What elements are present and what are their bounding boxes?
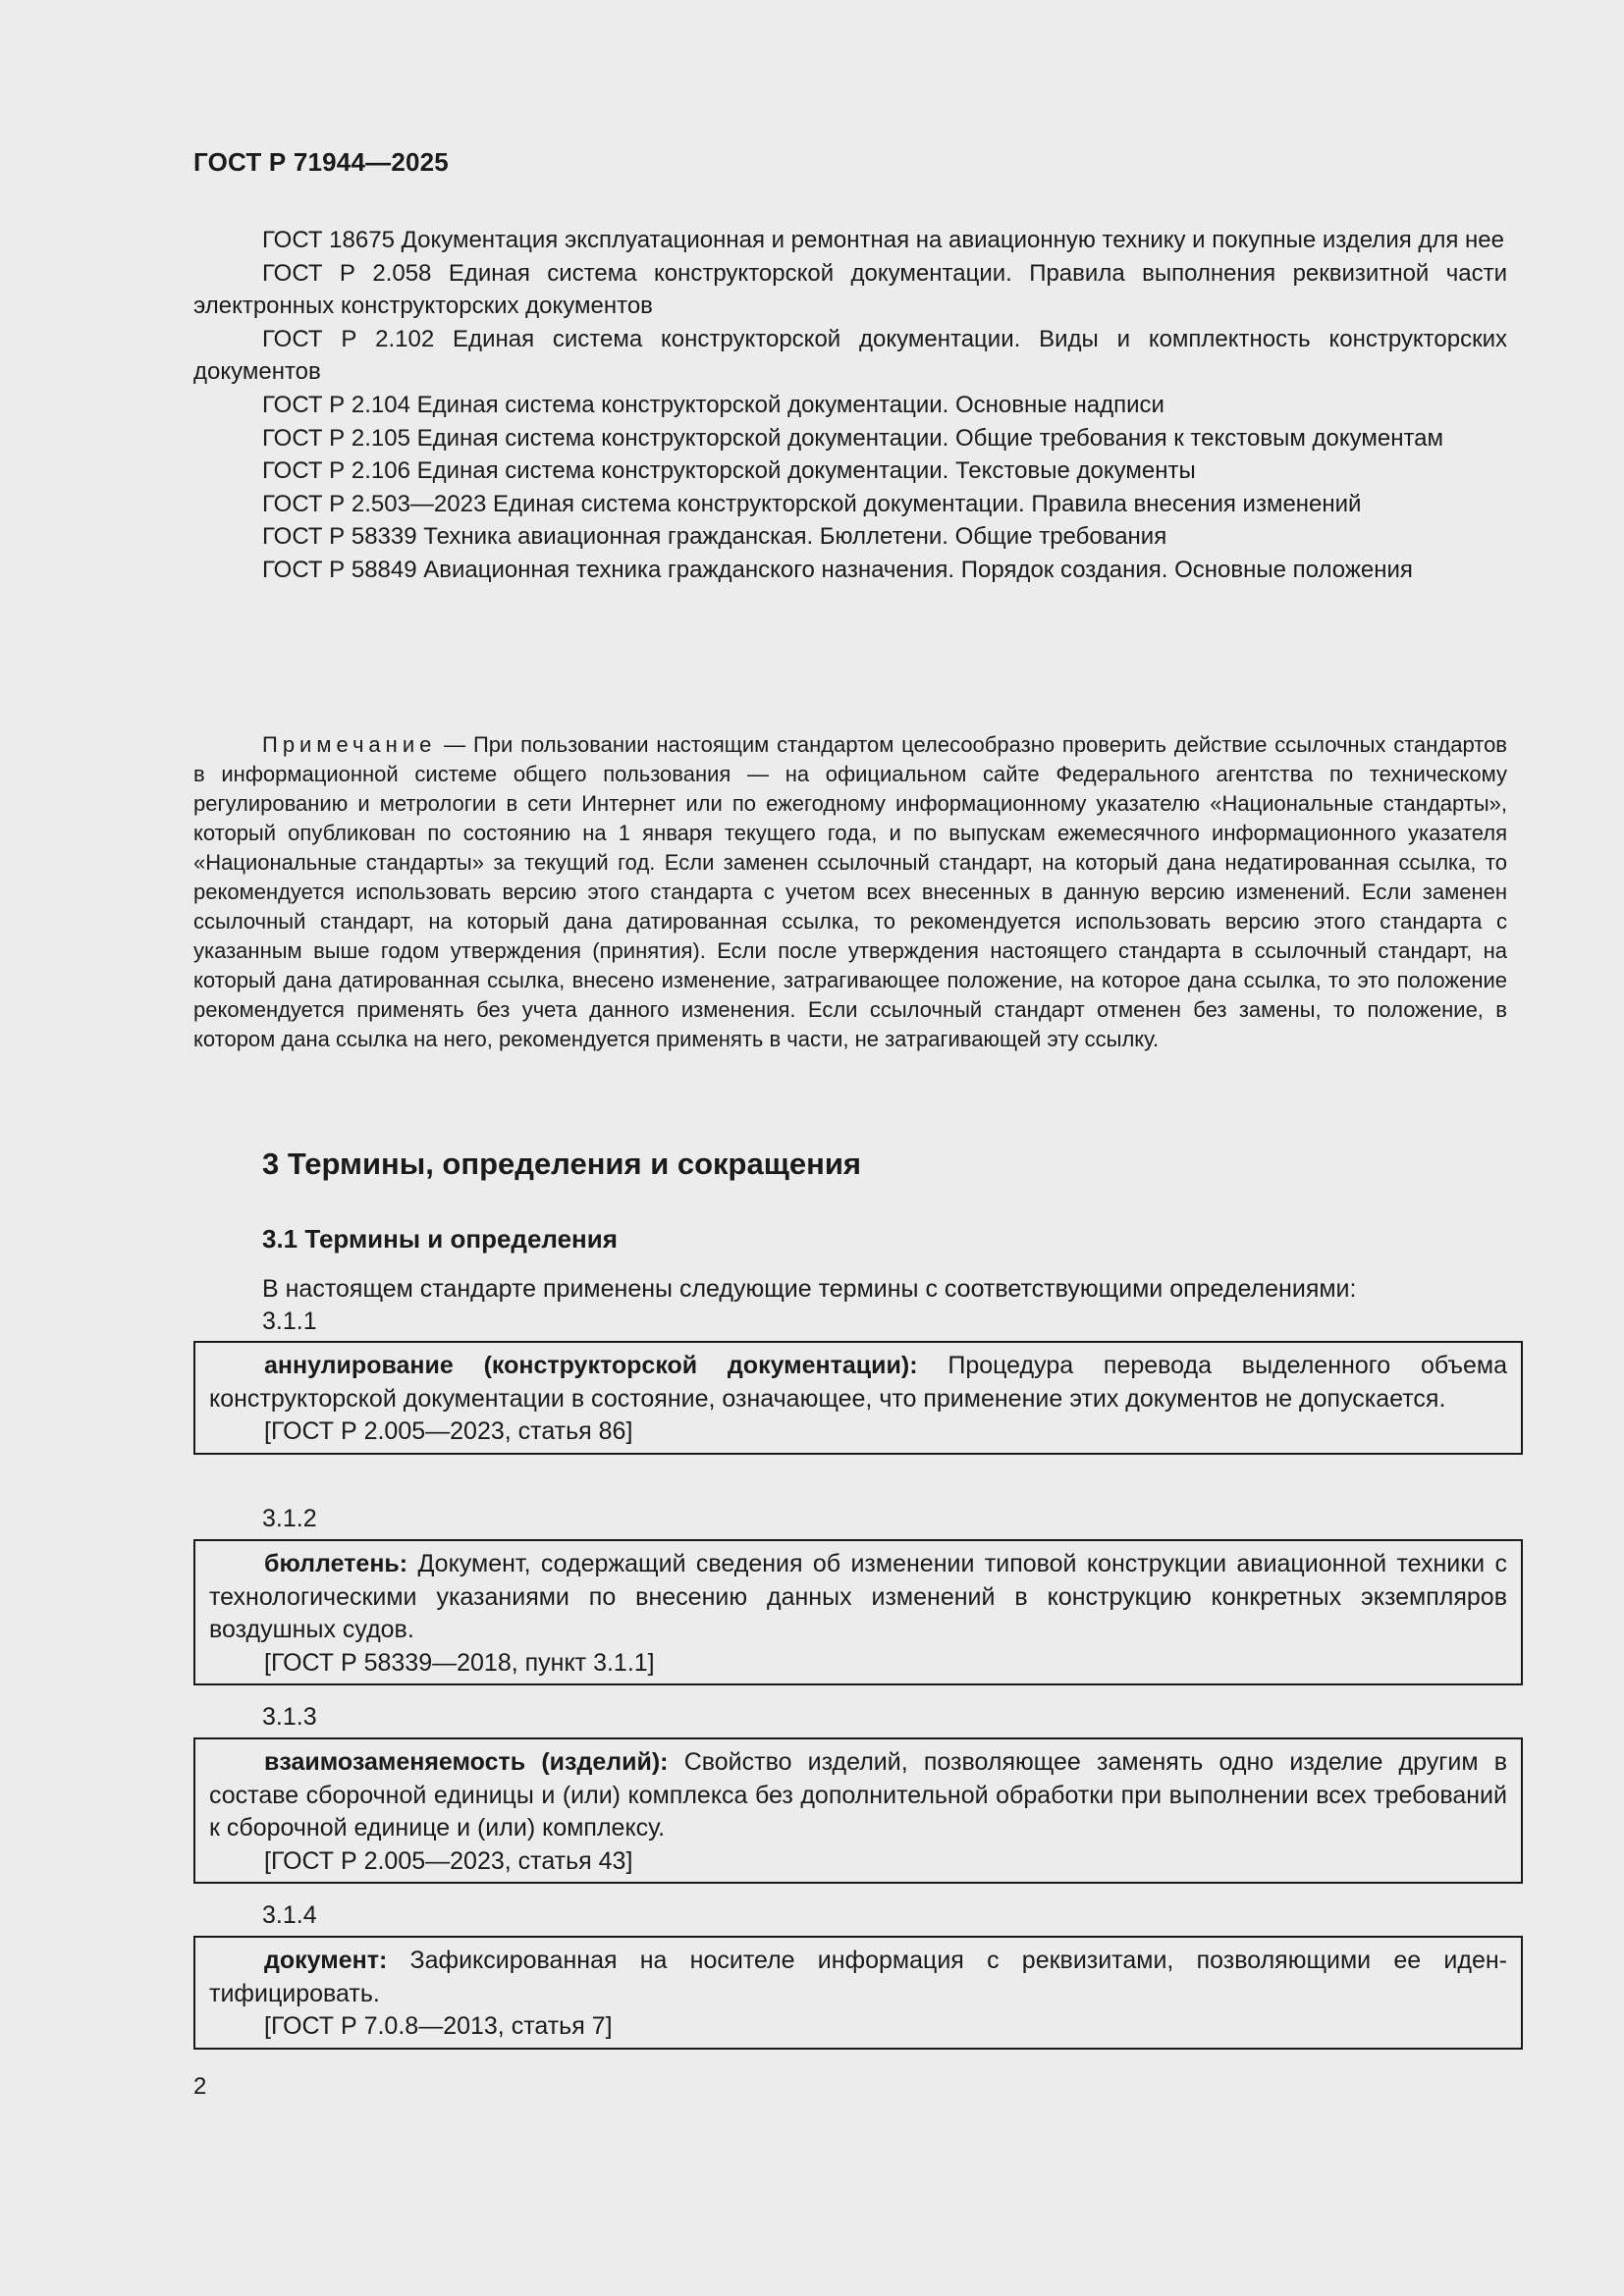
reference-item: ГОСТ Р 2.102 Единая система конструкторской документации. Виды и комплектность конструкторских документов: [193, 325, 1507, 386]
term-number: 3.1.1: [262, 1308, 317, 1335]
term-definition-box: [193, 1341, 1523, 1455]
term-text: Процедура перевода выделенного объема конструкторской документации в состояние, означающее, что применение этих документов не допускается.: [209, 1352, 1507, 1413]
note-text: — При пользовании настоящим стандартом целесообразно проверить действие ссылочных стандартов в информационной системе общего пользования — на официальном сайте Федерального агентства по техническому регулированию и метрологии в сети Интернет или по ежегодному информационному указателю «Национальные стандарты», который опубликован по состоянию на 1 января текущего года, и по выпускам ежемесячного информационного указателя «Национальные стандарты» за текущий год. Если заменен ссылочный стандарт, на который дана недатированная ссылка, то рекомендуется использовать версию этого стандарта с учетом всех внесенных в данную версию изменений. Если заменен ссылочный стандарт, на который дана датированная ссылка, то рекомендуется использовать версию этого стандарта с указанным выше годом утверждения (принятия). Если после утверждения настоящего стандарта в ссылочный стандарт, на который дана датированная ссылка, внесено изменение, затрагивающее положение, на которое дана ссылка, то это положение рекомендуется применять без учета данного изменения. Если ссылочный стандарт отменен без замены, то положение, в котором дана ссылка на него, рекомендуется применять в части, не затрагивающей эту ссылку.: [193, 732, 1507, 1051]
note-label: Примечание: [262, 732, 437, 757]
term-definition: [209, 1548, 1507, 1647]
reference-item: ГОСТ Р 2.058 Единая система конструкторской документации. Правила выполнения реквизитной части электронных конструкторских документов: [193, 259, 1507, 320]
term-number: 3.1.2: [262, 1505, 317, 1532]
normative-references: [193, 224, 1507, 587]
term-text: Документ, содержащий сведения об изменении типовой конструкции авиационной техники с технологическими указаниями по внесению данных изменений в конструкцию конкретных экземпляров воздушных судов.: [209, 1550, 1507, 1644]
reference-item: ГОСТ Р 58849 Авиационная техника гражданского назначения. Порядок создания. Основные положения: [262, 556, 1413, 583]
reference-item: ГОСТ Р 2.503—2023 Единая система конструкторской документации. Правила внесения изменений: [262, 490, 1362, 517]
term-name: аннулирование (конструкторской документации):: [264, 1352, 918, 1379]
note-block: [193, 730, 1507, 1054]
document-header: ГОСТ Р 71944—2025: [193, 147, 449, 177]
term-definition-box: [193, 1737, 1523, 1884]
subsection-title: 3.1 Термины и определения: [262, 1224, 618, 1254]
term-name: документ:: [264, 1947, 388, 1974]
reference-item: ГОСТ 18675 Документация эксплуатационная и ремонтная на авиационную технику и покупные изделия для нее: [262, 227, 1505, 253]
reference-item: ГОСТ Р 2.105 Единая система конструкторской документации. Общие требования к текстовым документам: [262, 424, 1444, 452]
section-title: 3 Термины, определения и сокращения: [262, 1147, 861, 1181]
term-number: 3.1.3: [262, 1703, 317, 1731]
term-definition: [209, 1350, 1507, 1415]
term-number: 3.1.4: [262, 1901, 317, 1929]
reference-item: ГОСТ Р 2.106 Единая система конструкторской документации. Текстовые документы: [262, 457, 1196, 485]
terms-intro: В настоящем стандарте применены следующие термины с соответствующими определениями:: [262, 1275, 1357, 1303]
term-name: взаимозаменяемость (изделий):: [264, 1748, 669, 1776]
term-text: Свойство изделий, позволяющее заменять одно изделие другим в составе сборочной единицы и (или) комплекса без дополнительной обработки при выполнении всех требований к сборочной единице и (или) комплексу.: [209, 1748, 1508, 1842]
reference-item: ГОСТ Р 2.104 Единая система конструкторской документации. Основные надписи: [262, 391, 1164, 418]
page-number: 2: [193, 2073, 207, 2100]
term-name: бюллетень:: [264, 1550, 408, 1577]
term-source: [ГОСТ Р 2.005—2023, статья 43]: [264, 1846, 633, 1875]
term-definition-box: [193, 1539, 1523, 1685]
reference-item: ГОСТ Р 58339 Техника авиационная гражданская. Бюллетени. Общие требования: [262, 523, 1167, 551]
term-definition: [209, 1945, 1507, 2010]
term-text: Зафиксированная на носителе информация с реквизитами, позволяющими ее идентифицировать.: [209, 1947, 1507, 2007]
term-source: [ГОСТ Р 58339—2018, пункт 3.1.1]: [264, 1648, 655, 1677]
term-definition-box: [193, 1936, 1523, 2050]
term-source: [ГОСТ Р 7.0.8—2013, статья 7]: [264, 2012, 613, 2041]
note-paragraph: [193, 730, 1507, 1054]
term-definition: [209, 1746, 1507, 1845]
term-source: [ГОСТ Р 2.005—2023, статья 86]: [264, 1417, 633, 1446]
